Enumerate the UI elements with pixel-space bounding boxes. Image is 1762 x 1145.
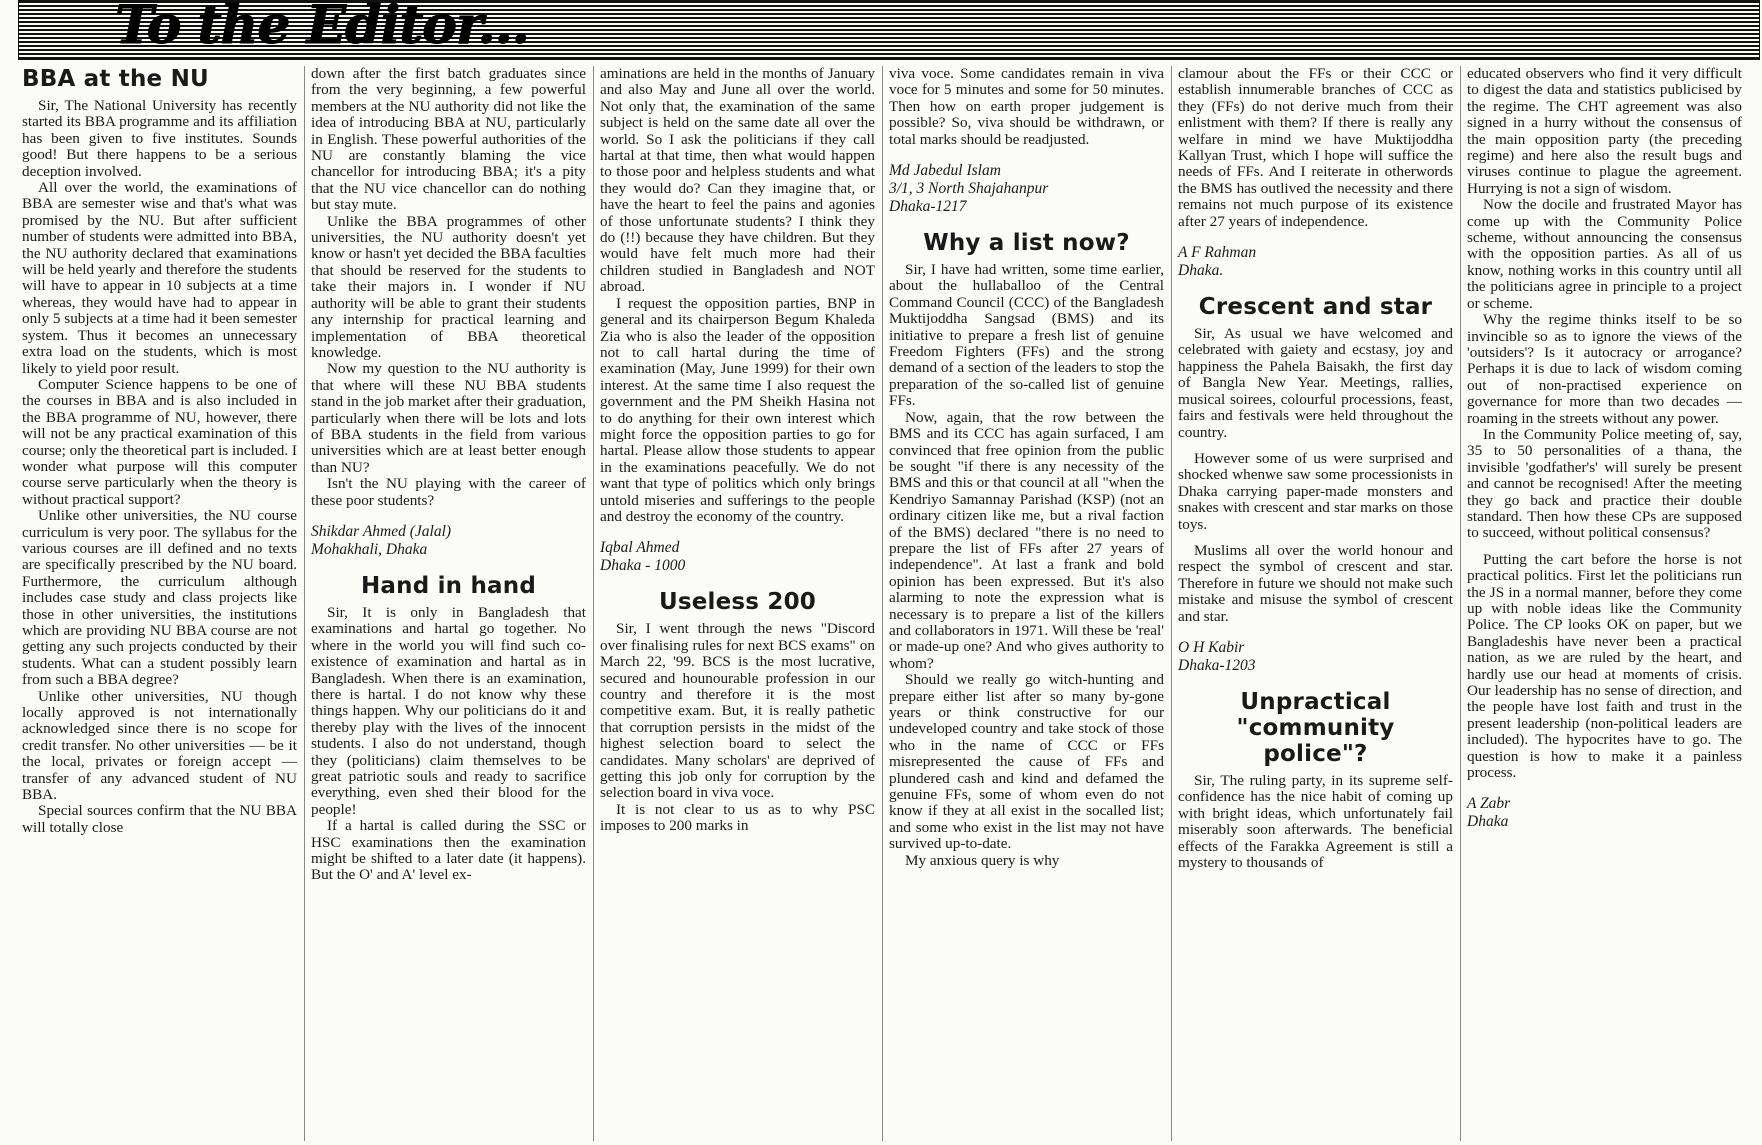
paragraph: aminations are held in the months of January and also May and June all over the world. Not only that, the examination of the same subject is held on the same date all over the world. So I ask the politicians if they call hartal at that time, then what would happen to those poor and helpless students and what they would do? Can they imagine that, or have the heart to feel the pains and agonies of those unfortunate students? I think they do (!!) because they have children. But they would have felt much more had their children studied in Bangladesh and NOT abroad. [600, 66, 875, 296]
section-masthead [18, 0, 1760, 60]
paragraph: Sir, I have had written, some time earlier, about the hullaballoo of the Central Command Council (CCC) of the Bangladesh Muktijoddha Sangsad (BMS) and its initiative to prepare a fresh list of genuine Freedom Fighters (FFs) and the strong demand of a section of the leaders to stop the preparation of the so-called list of genuine FFs. [889, 261, 1164, 410]
signature-address: 3/1, 3 North Shajahanpur [889, 180, 1049, 198]
paragraph: Sir, The ruling party, in its supreme self-confidence has the nice habit of coming up with bright ideas, which unfortunately fail miserably soon afterwards. The beneficial effects of the Farakka Agreement is still a mystery to thousands of [1178, 771, 1453, 871]
paragraph: educated observers who find it very difficult to digest the data and statistics publicised by the regime. The CHT agreement was also signed in a hurry without the consensus of the main opposition party (the preceding regime) and here also the result bugs and viruses continue to plague the agreement. Hurrying is not a sign of wisdom. [1467, 66, 1742, 197]
signature-place: Dhaka. [1178, 262, 1224, 280]
letter-heading-unpractical-community-police: Unpractical "community police"? [1236, 688, 1395, 767]
paragraph: Muslims all over the world honour and respect the symbol of crescent and star. Therefore in future we should not make such mistake and misuse the symbol of crescent and star. [1178, 541, 1453, 625]
paragraph: Now, again, that the row between the BMS and its CCC has again surfaced, I am convinced that free opinion from the public be sought "if there is any necessity of the BMS and this or that council at all "when the Kendriyo Samannay Parishad (KSP) (not an ordinary citizen like me, but a rival faction of the BMS) declared "there is no need to prepare the list of FFs after 27 years of independence". At last a frank and bold opinion has been expressed. But it's also alarming to note the expression what is necessary is to prepare a list of the killers and collaborators in 1971. Will these be 'real' or made-up one? And who gives authority to whom? [889, 408, 1164, 672]
signature-name: A Zabr [1467, 795, 1511, 813]
paragraph: All over the world, the examinations of BBA are semester wise and that's what was promised by the NU. But after sufficient number of students were admitted into BBA, the NU authority declared that examinations will be held yearly and therefore the students will have to appear in 10 subjects at a time whereas, they would have had to appear in only 5 subjects at a time had it been semester system. Thus it becomes an unnecessary extra load on the students, which is most likely to yield poor result. [22, 179, 297, 377]
paragraph: Sir, The National University has recently started its BBA programme and its affiliation has been given to five institutes. Sounds good! But there happens to be a serious deception involved. [22, 97, 297, 180]
letter-heading-useless-200: Useless 200 [658, 589, 817, 616]
signature-place: Dhaka-1217 [889, 198, 967, 216]
signature-block [311, 523, 586, 559]
paragraph: down after the first batch graduates since from the very beginning, a few powerful members at the NU authority did not like the idea of introducing BBA at NU, particularly in English. These powerful authorities of the NU are constantly blaming the vice chancellor for introducing BBA; it's a pity that the NU vice chancellor can do nothing but stay mute. [311, 66, 586, 214]
column-1 [22, 66, 297, 1141]
paragraph: If a hartal is called during the SSC or HSC examinations then the examination might be shifted to a later date (it happens). But the O' and A' level ex- [311, 817, 586, 884]
paragraph: Unlike the BBA programmes of other universities, the NU authority doesn't yet know or hasn't yet decided the BBA faculties that should be reserved for the students to take their majors in. I wonder if NU authority will be able to grant their students any internship for practical learning and implementation of BBA theoretical knowledge. [311, 212, 586, 361]
paragraph: Isn't the NU playing with the career of these poor students? [311, 475, 586, 509]
signature-block [600, 539, 875, 575]
letter-heading-bba: BBA at the NU [22, 66, 209, 92]
column-4 [882, 66, 1164, 1141]
signature-block [1178, 639, 1453, 675]
paragraph: Unlike other universities, NU though locally approved is not internationally acknowledged since there is no scope for credit transfer. No other universities — be it the local, privates or foreign accept — transfer of any advanced student of NU BBA. [22, 687, 297, 804]
signature-place: Dhaka - 1000 [600, 557, 686, 575]
signature-block [889, 162, 1164, 216]
section-title: To the Editor... [115, 0, 529, 56]
column-6 [1460, 66, 1742, 1141]
column-2 [304, 66, 586, 1141]
paragraph: viva voce. Some candidates remain in viva voce for 5 minutes and some for 50 minutes. Then how on earth proper judgement is possible? So, viva should be withdrawn, or total marks should be readjusted. [889, 66, 1164, 148]
signature-name: Md Jabedul Islam [889, 162, 1001, 180]
paragraph: Sir, It is only in Bangladesh that examinations and hartal go together. No where in the world you will find such co-existence of examination and hartal as in Bangladesh. When there is an examination, there is hartal. I do not know why these things happen. Why our politicians do it and thereby play with the lives of the innocent students. I also do not understand, though they (politicians) claim themselves to be great patriotic souls and ready to sacrifice everything, even shed their blood for the people! [311, 603, 586, 818]
letters-columns [22, 66, 1752, 1141]
paragraph: My anxious query is why [905, 851, 1060, 869]
signature-name: Shikdar Ahmed (Jalal) [311, 522, 452, 540]
signature-name: A F Rahman [1178, 244, 1257, 262]
paragraph: Putting the cart before the horse is not practical politics. First let the politicians run the JS in a normal manner, before they come up with noble ideas like the Community Police. The CP looks OK on paper, but we Bangladeshis have never been a practical nation, as we are ruled by the heart, and hardly use our head at moments of crisis. Our leadership has no sense of direction, and the people have lost faith and trust in the present leadership (non-political leaders are included). The hypocrites have to go. The question is how to make it a painless process. [1467, 550, 1742, 782]
paragraph: In the Community Police meeting of, say, 35 to 50 personalities of a thana, the invisible 'godfather's' will surely be present and cannot be recognised! After the meeting they go back and practice their double standard. Then how these CPs are supposed to succeed, without political consensus? [1467, 425, 1742, 542]
column-5 [1171, 66, 1453, 1141]
signature-name: Iqbal Ahmed [600, 539, 680, 557]
paragraph: However some of us were surprised and shocked whenwe saw some processionists in Dhaka carrying paper-made monsters and snakes with crescent and star marks on those toys. [1178, 449, 1453, 533]
signature-name: O H Kabir [1178, 638, 1245, 656]
paragraph: Computer Science happens to be one of the courses in BBA and is also included in the BBA programme of NU, however, there will not be any practical examination of this course; only the theoretical part is included. I wonder what purpose will this computer course serve particularly when the theory is without practical support? [22, 375, 297, 508]
paragraph: Sir, As usual we have welcomed and celebrated with gaiety and ecstasy, joy and happiness the Pahela Baisakh, the first day of Bangla New Year. Meetings, rallies, musical soirees, colourful processions, feast, fairs and festivals were held throughout the country. [1178, 325, 1453, 441]
paragraph: I request the opposition parties, BNP in general and its chairperson Begum Khaleda Zia who is also the leader of the opposition not to call hartal during the time of examination (May, June 1999) for their own interest. At the same time I also request the government and the PM Sheikh Hasina not to do anything for their own interest which might force the opposition parties to go for hartal. Please allow those students to appear in the examinations peacefully. We do not want that type of politics which only brings untold miseries and sufferings to the people and destroy the economy of the country. [600, 294, 875, 525]
paragraph: clamour about the FFs or their CCC or establish innumerable branches of CCC as they (FFs) do not derive much from their enlistment with them? If there is really any welfare in mind we have Muktijoddha Kallyan Trust, which I hope will suffice the needs of FFs. And I reiterate in otherwords the BMS has outlived the necessity and there remains not much purpose of its existence after 27 years of independence. [1178, 66, 1453, 230]
paragraph: Special sources confirm that the NU BBA will totally close [22, 802, 297, 836]
signature-block [1467, 795, 1742, 831]
paragraph: Why the regime thinks itself to be so invincible so as to ignore the views of the 'outsiders'? Is it autocracy or arrogance? Perhaps it is due to lack of wisdom coming out of non-practised experience on governance for more than two decades — roaming in the streets without any power. [1467, 311, 1742, 427]
signature-place: Dhaka [1467, 813, 1509, 831]
letter-heading-why-a-list-now: Why a list now? [923, 230, 1130, 257]
paragraph: Now my question to the NU authority is that where will these NU BBA students stand in the job market after their graduation, particularly when there will be lots and lots of BBA students in the field from various universities which are at least better enough than NU? [311, 360, 586, 476]
letter-heading-crescent-and-star: Crescent and star [1198, 294, 1433, 321]
signature-block [1178, 244, 1453, 280]
paragraph: It is not clear to us as to why PSC imposes to 200 marks in [600, 800, 875, 835]
paragraph: Should we really go witch-hunting and prepare either list after so many by-gone years or think constructive for our undeveloped country and take stock of those who in the name of CCC or FFs misrepresented the cause of FFs and plundered cash and kind and defamed the genuine FFs, some of whom even do not know if they at all exist in the socalled list; and some who exist in the list may not have survived up-to-date. [889, 671, 1164, 853]
signature-place: Dhaka-1203 [1178, 656, 1256, 674]
column-3 [593, 66, 875, 1141]
paragraph: Now the docile and frustrated Mayor has come up with the Community Police scheme, without announcing the consensus with the opposition parties. As all of us know, nothing works in this country until all the politicians agree in principle to a project or scheme. [1467, 196, 1742, 312]
letter-heading-hand-in-hand: Hand in hand [360, 572, 536, 599]
paragraph: Sir, I went through the news "Discord over finalising rules for next BCS exams" on March 22, '99. BCS is the most lucrative, secured and hounourable profession in our country and therefore it is the most competitive exam. But, it is really pathetic that corruption persists in the midst of the highest selection board to select the candidates. Many scholars' are deprived of getting this job only for corruption by the selection board in viva voce. [600, 620, 875, 802]
paragraph: Unlike other universities, the NU course curriculum is very poor. The syllabus for the various courses are ill defined and no texts are specifically prescribed by the NU board. Furthermore, the curriculum although includes case study and class projects like those in other universities, the institutions which are providing NU BBA course are not getting any such projects conducted by their students. What can a student possibly learn from such a BBA degree? [22, 507, 297, 689]
signature-place: Mohakhali, Dhaka [311, 540, 428, 558]
